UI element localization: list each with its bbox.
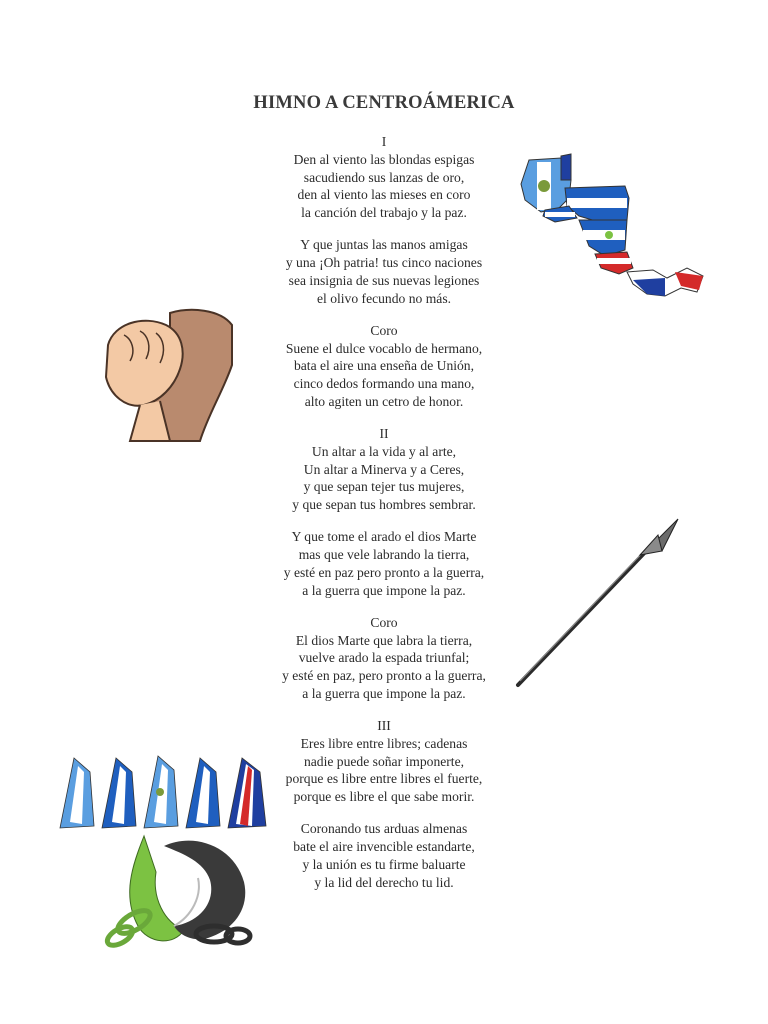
dove-chain-image (104, 826, 254, 964)
stanza-heading: I (381, 134, 387, 149)
stanza (234, 236, 534, 307)
stanza (234, 614, 534, 703)
verse-line: cinco dedos formando una mano, (293, 376, 475, 392)
verse-line: bata el aire una enseña de Unión, (293, 358, 475, 374)
verse-line: den al viento las mieses en coro (297, 187, 471, 203)
verse-line: y esté en paz, pero pronto a la guerra, (282, 668, 486, 684)
verse-line: vuelve arado la espada triunfal; (298, 650, 470, 666)
verse-line: y una ¡Oh patria! tus cinco naciones (285, 255, 483, 271)
stanza-heading: II (379, 426, 389, 442)
verse-line: el olivo fecundo no más. (316, 290, 452, 306)
stanza-heading: III (377, 718, 391, 734)
verse-line: sacudiendo sus lanzas de oro, (303, 169, 465, 185)
verse-line: a la guerra que impone la paz. (302, 582, 466, 598)
verse-line: Coronando tus arduas almenas (300, 821, 468, 837)
verse-line: porque es libre el que sabe morir. (293, 789, 475, 805)
verse-line: alto agiten un cetro de honor. (304, 393, 464, 409)
verse-line: El dios Marte que labra la tierra, (295, 632, 473, 648)
stanza-heading: Coro (370, 614, 398, 630)
stanza (234, 425, 534, 514)
spear-image (512, 515, 682, 690)
fists-image (100, 305, 240, 443)
central-america-map-image (515, 150, 707, 302)
stanza (234, 717, 534, 806)
stanza (234, 528, 534, 599)
page-title: HIMNO A CENTROÁMERICA (253, 93, 515, 113)
verse-line: Un altar a la vida y al arte, (311, 443, 457, 459)
stanza-heading: Coro (370, 322, 398, 338)
verse-line: Den al viento las blondas espigas (293, 151, 475, 167)
flags-image (56, 752, 276, 836)
verse-line: mas que vele labrando la tierra, (298, 547, 470, 563)
verse-line: sea insignia de sus nuevas legiones (288, 272, 480, 288)
verse-line: y la lid del derecho tu lid. (314, 874, 454, 890)
stanza (234, 322, 534, 411)
verse-line: Eres libre entre libres; cadenas (300, 735, 468, 751)
verse-line: Suene el dulce vocablo de hermano, (285, 340, 483, 356)
verse-line: y esté en paz pero pronto a la guerra, (283, 564, 485, 580)
verse-line: porque es libre entre libres el fuerte, (285, 771, 483, 787)
verse-line: y que sepan tejer tus mujeres, (303, 479, 465, 495)
verse-line: a la guerra que impone la paz. (302, 686, 466, 701)
verse-line: bate el aire invencible estandarte, (293, 839, 475, 855)
verse-line: nadie puede soñar imponerte, (303, 753, 465, 769)
verse-line: Y que tome el arado el dios Marte (291, 529, 477, 545)
stanza (234, 133, 534, 222)
verse-line: Un altar a Minerva y a Ceres, (303, 461, 465, 477)
poem (234, 133, 534, 906)
verse-line: Y que juntas las manos amigas (300, 237, 468, 253)
verse-line: y la unión es tu firme baluarte (302, 856, 466, 872)
verse-line: y que sepan tus hombres sembrar. (292, 497, 476, 513)
verse-line: la canción del trabajo y la paz. (301, 205, 467, 221)
stanza (234, 820, 534, 891)
